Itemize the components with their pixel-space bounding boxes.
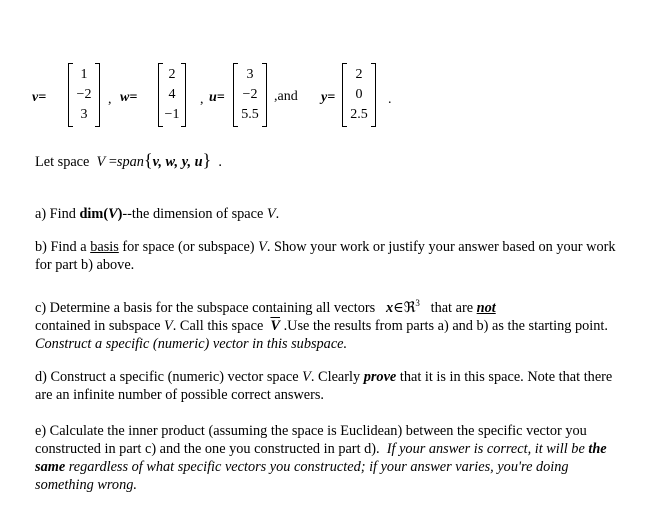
v-bar-symbol: $\overline{V}$ — [270, 317, 280, 334]
span-word: span — [116, 154, 144, 170]
vector-v-matrix — [69, 64, 99, 126]
span-lhs: V — [96, 154, 106, 170]
vector-w-matrix — [159, 64, 185, 126]
vector-y-entry-1: 2 — [355, 67, 363, 82]
vector-u-matrix — [234, 64, 266, 126]
question-b: b) Find a basis for space (or subspace) V. Show your work or justify your answer based on your work for part b) above. — [35, 239, 616, 273]
span-prefix: Let space — [35, 154, 90, 170]
set-membership: ∈ℜ — [393, 299, 416, 316]
same-term: the same — [35, 441, 607, 475]
question-c: c) Determine a basis for the subspace containing all vectors x∈ℜ$^3$ that are not contained in subspace V. Call this space $\overline{V}$ .Use the results from parts a) and b) as the starting point. Construct a specific (numeric) vector in this subspace. — [35, 298, 608, 352]
vector-u-label: u= — [209, 90, 225, 105]
vector-v-entry-3: 3 — [80, 107, 88, 122]
question-d: d) Construct a specific (numeric) vector space V. Clearly prove that it is in this space. Note that there are an infinite number of possible correct answers. — [35, 369, 613, 403]
vector-w-entry-1: 2 — [168, 67, 176, 82]
vector-y-separator: . — [388, 92, 392, 107]
not-term: not — [476, 299, 496, 316]
vector-y-label: y= — [321, 90, 336, 105]
vector-w-label: w= — [120, 90, 138, 105]
vector-u-separator: ,and — [274, 89, 298, 104]
vector-w-separator: , — [200, 92, 204, 107]
vector-v-label: v= — [32, 90, 47, 105]
vector-y-matrix — [343, 64, 375, 126]
vector-v-entry-2: −2 — [76, 87, 92, 102]
vector-u-entry-2: −2 — [242, 87, 258, 102]
question-a: a) Find dim(V)--the dimension of space V. — [35, 206, 280, 222]
vector-u-entry-3: 5.5 — [241, 107, 259, 122]
vector-x: x — [385, 299, 394, 316]
basis-term: basis — [90, 239, 119, 255]
prove-term: prove — [363, 369, 397, 385]
span-end: . — [218, 154, 222, 170]
span-definition: Let space V =span{v, w, y, u} . — [35, 150, 222, 170]
vector-w-entry-2: 4 — [168, 87, 176, 102]
vector-u-entry-1: 3 — [246, 67, 254, 82]
vector-w-entry-3: −1 — [164, 107, 180, 122]
span-args: v, w, y, u — [152, 154, 203, 170]
vector-y-entry-3: 2.5 — [350, 107, 368, 122]
vector-v-entry-1: 1 — [80, 67, 88, 82]
question-e: e) Calculate the inner product (assuming the space is Euclidean) between the specific vector you constructed in part c) and the one you constructed in part d). If your answer is correct, it will be the same regardless of what specific vectors you constructed; if your answer varies, you're doing something wrong. — [35, 423, 607, 493]
vector-v-separator: , — [108, 92, 112, 107]
dim-term: dim(V) — [79, 206, 123, 222]
question-c-instruction: Construct a specific (numeric) vector in this subspace. — [35, 335, 348, 352]
vector-y-entry-2: 0 — [355, 87, 363, 102]
